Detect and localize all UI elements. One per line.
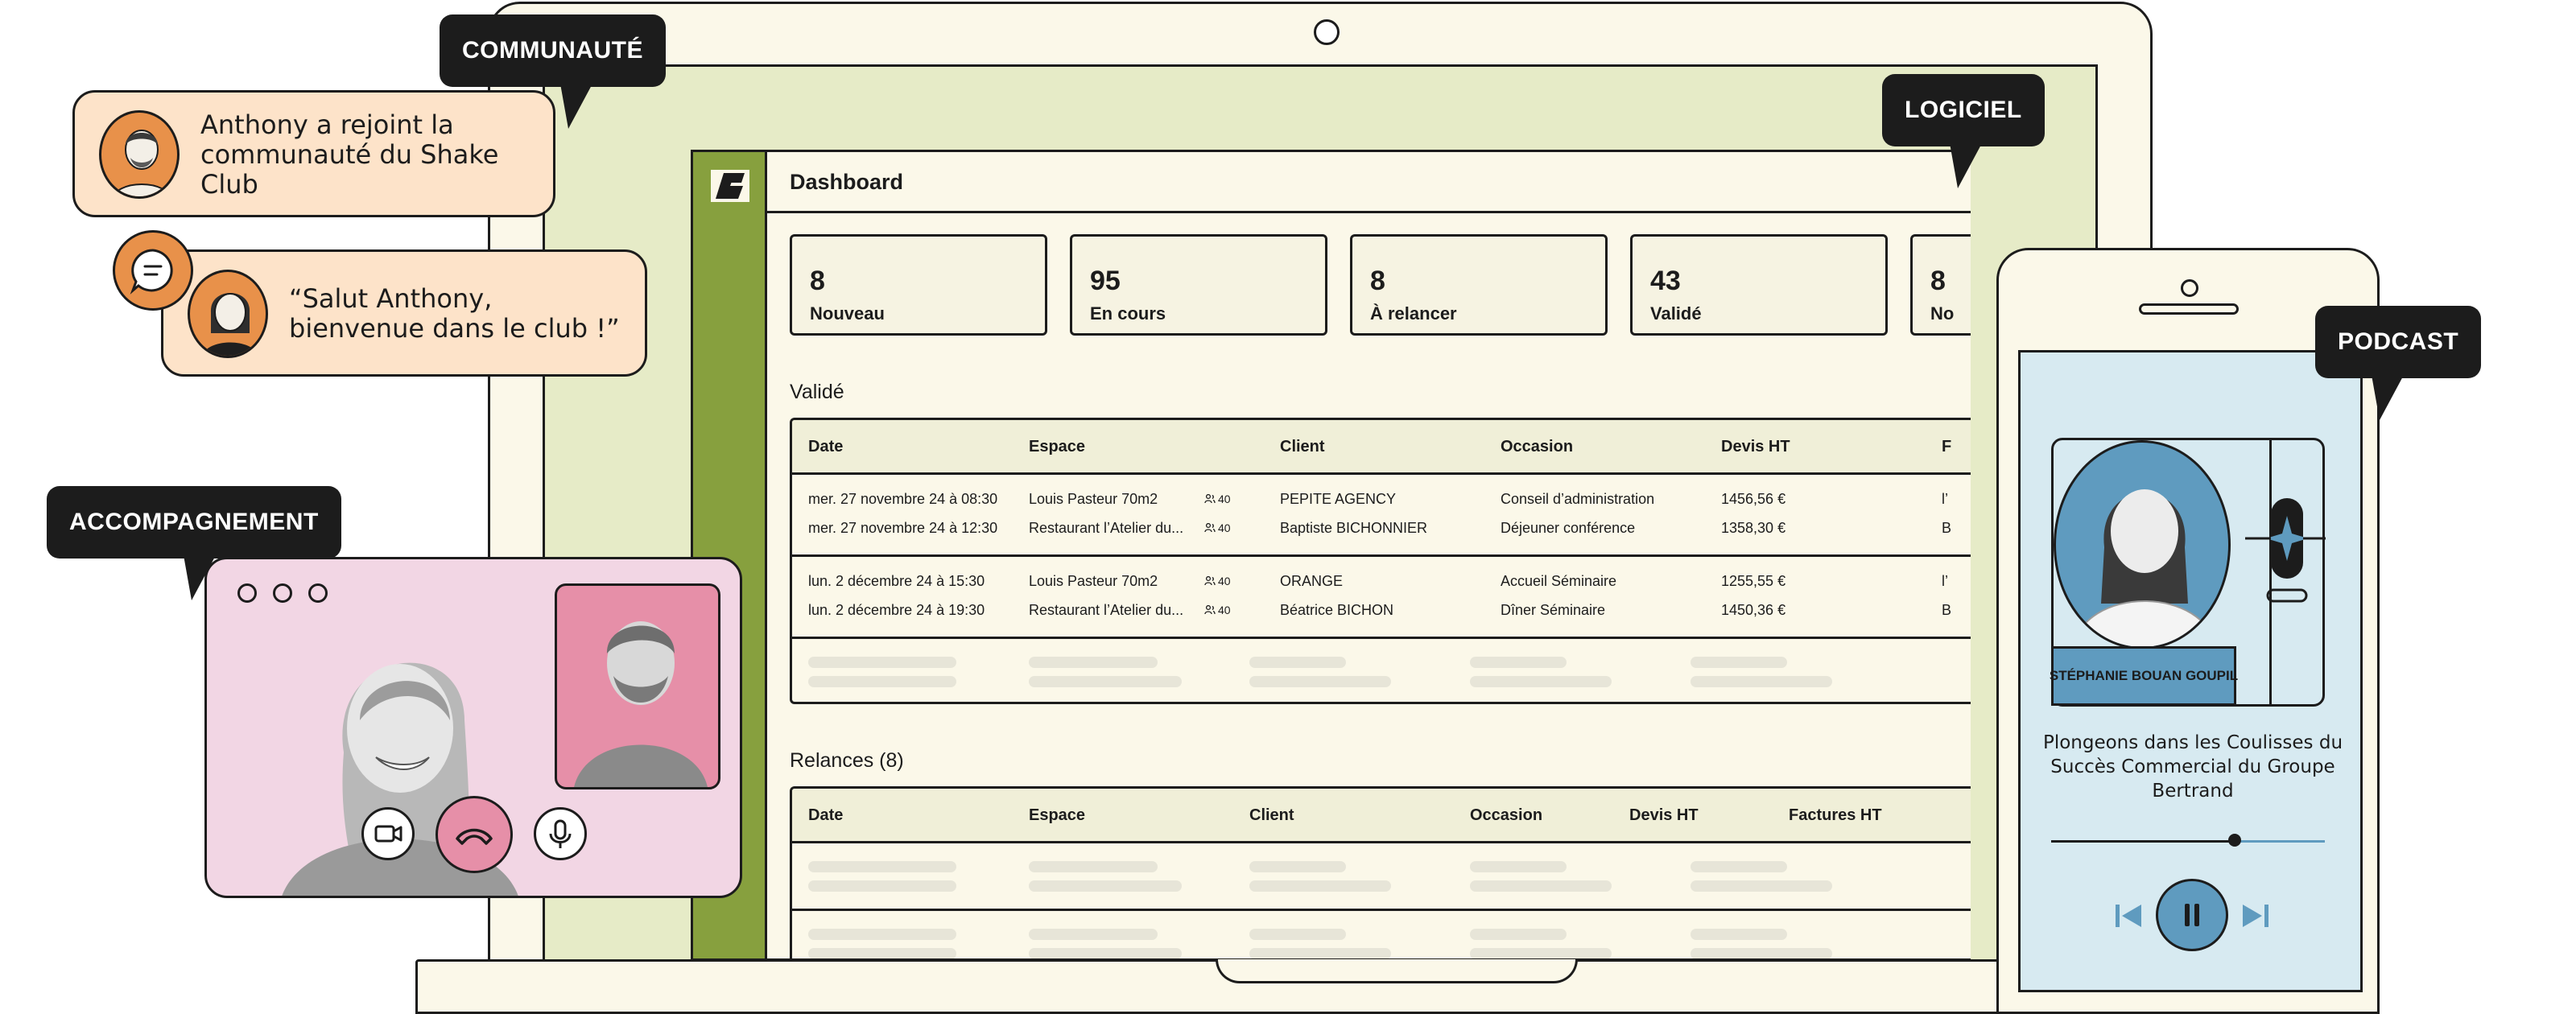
end-call-button[interactable] <box>436 796 513 873</box>
progress-knob[interactable] <box>2228 834 2241 847</box>
kpi-label: Nouveau <box>810 303 885 324</box>
progress-track[interactable] <box>2051 840 2325 843</box>
cell-client: Baptiste BICHONNIER <box>1280 520 1428 536</box>
cell-date: mer. 27 novembre 24 à 08:30 <box>808 491 998 507</box>
skeleton-line <box>1249 676 1391 687</box>
table-row-group[interactable] <box>792 557 1971 639</box>
community-join-notification[interactable] <box>72 90 555 217</box>
skeleton-line <box>1690 929 1787 940</box>
cell-date: lun. 2 décembre 24 à 15:30 <box>808 573 985 589</box>
cell-capacity <box>1204 575 1231 587</box>
skeleton-line <box>1470 657 1567 668</box>
skeleton-line <box>1029 676 1182 687</box>
kpi-value: 95 <box>1090 266 1121 296</box>
skeleton-line <box>1690 948 1832 959</box>
cell-partial: B <box>1942 520 1952 536</box>
skeleton-line <box>1249 948 1391 959</box>
skeleton-line <box>1470 948 1612 959</box>
kpi-value: 8 <box>1930 266 1946 296</box>
kpi-value: 43 <box>1650 266 1681 296</box>
tag-label: LOGICIEL <box>1905 97 2022 123</box>
kpi-label: Validé <box>1650 303 1702 324</box>
cell-date: lun. 2 décembre 24 à 19:30 <box>808 602 985 618</box>
cell-capacity <box>1204 493 1231 505</box>
community-message-text: “Salut Anthony, bienvenue dans le club !” <box>289 283 620 344</box>
kpi-card-nouveau[interactable] <box>790 234 1047 336</box>
window-dot-icon <box>237 583 257 603</box>
skip-back-icon <box>2112 900 2145 932</box>
kpi-label: En cours <box>1090 303 1166 324</box>
column-header-devis[interactable]: Devis HT <box>1629 806 1699 824</box>
cell-espace: Restaurant l’Atelier du... <box>1029 520 1184 536</box>
people-icon <box>1204 494 1216 504</box>
skeleton-line <box>1690 657 1787 668</box>
pause-icon <box>2158 881 2226 949</box>
community-welcome-message[interactable] <box>161 249 647 377</box>
tag-tail <box>1950 143 1982 192</box>
table-header <box>792 789 1971 843</box>
microphone-icon <box>536 810 584 858</box>
next-button[interactable] <box>2240 900 2272 932</box>
kpi-card-en-cours[interactable] <box>1070 234 1327 336</box>
cell-devis: 1358,30 € <box>1721 520 1786 536</box>
call-participant-woman <box>263 600 569 898</box>
skeleton-line <box>808 929 956 940</box>
cell-occasion: Dîner Séminaire <box>1501 602 1606 618</box>
skeleton-line <box>1470 880 1612 892</box>
kpi-card-partial[interactable] <box>1910 234 1971 336</box>
kpi-value: 8 <box>810 266 825 296</box>
capacity-value: 40 <box>1218 604 1231 616</box>
column-header-client[interactable]: Client <box>1280 438 1325 455</box>
skeleton-line <box>1249 929 1346 940</box>
skeleton-line <box>1029 657 1158 668</box>
cell-espace: Restaurant l’Atelier du... <box>1029 602 1184 618</box>
video-camera-icon <box>364 810 412 858</box>
phone-camera <box>2181 279 2198 297</box>
kpi-label: À relancer <box>1370 303 1457 324</box>
capacity-value: 40 <box>1218 493 1231 505</box>
skeleton-line <box>1690 861 1787 872</box>
skeleton-line <box>1249 880 1391 892</box>
skeleton-line <box>808 948 956 959</box>
kpi-card-a-relancer[interactable] <box>1350 234 1608 336</box>
people-icon <box>1204 523 1216 533</box>
skeleton-line <box>1470 861 1567 872</box>
section-title-relances: Relances (8) <box>790 749 904 772</box>
chat-bubble-icon <box>113 230 193 311</box>
call-participant-man <box>557 586 720 789</box>
cell-client: PEPITE AGENCY <box>1280 491 1397 507</box>
table-row-placeholder <box>792 639 1971 704</box>
tag-logiciel <box>1882 74 2045 146</box>
cell-capacity <box>1204 604 1231 616</box>
guest-portrait <box>2054 440 2231 649</box>
self-view-video[interactable] <box>555 583 720 789</box>
tag-tail <box>184 555 216 604</box>
skeleton-line <box>808 657 956 668</box>
tag-communaute <box>440 14 666 87</box>
cell-partial: B <box>1942 602 1952 618</box>
people-icon <box>1204 576 1216 586</box>
laptop-camera <box>1314 19 1340 45</box>
skeleton-line <box>1470 929 1567 940</box>
table-valide <box>790 418 1971 704</box>
capacity-value: 40 <box>1218 575 1231 587</box>
skeleton-line <box>1470 676 1612 687</box>
cell-occasion: Accueil Séminaire <box>1501 573 1617 589</box>
cell-devis: 1456,56 € <box>1721 491 1786 507</box>
microphone-sparkle-icon <box>2245 497 2326 609</box>
column-header-espace[interactable]: Espace <box>1029 806 1086 824</box>
skeleton-line <box>1690 676 1832 687</box>
laptop-trackpad-notch <box>1216 959 1578 983</box>
skeleton-line <box>1249 861 1346 872</box>
cell-devis: 1450,36 € <box>1721 602 1786 618</box>
column-header-client[interactable]: Client <box>1249 806 1294 824</box>
cell-capacity <box>1204 521 1231 534</box>
skeleton-line <box>1029 948 1182 959</box>
avatar-member <box>188 270 268 358</box>
people-icon <box>1204 605 1216 615</box>
cell-date: mer. 27 novembre 24 à 12:30 <box>808 520 998 536</box>
tag-accompagnement <box>47 486 341 559</box>
previous-button[interactable] <box>2112 900 2145 932</box>
cell-espace: Louis Pasteur 70m2 <box>1029 573 1158 589</box>
column-header-occasion[interactable]: Occasion <box>1470 806 1543 824</box>
cell-occasion: Déjeuner conférence <box>1501 520 1636 536</box>
cell-occasion: Conseil d’administration <box>1501 491 1655 507</box>
podcast-player-screen <box>2018 350 2363 992</box>
microphone-toggle-button[interactable] <box>534 807 587 860</box>
tag-tail <box>2372 375 2404 423</box>
skeleton-line <box>808 880 956 892</box>
tag-label: ACCOMPAGNEMENT <box>69 509 319 535</box>
skeleton-line <box>1029 861 1158 872</box>
kpi-card-valide[interactable] <box>1630 234 1888 336</box>
dashboard-app-window <box>691 150 1971 961</box>
phone-speaker <box>2139 303 2239 315</box>
tag-label: COMMUNAUTÉ <box>462 37 643 64</box>
kpi-label: No <box>1930 303 1955 324</box>
column-header-espace[interactable]: Espace <box>1029 438 1086 455</box>
column-header-date[interactable]: Date <box>808 438 844 455</box>
table-header <box>792 420 1971 475</box>
table-row-group[interactable] <box>792 475 1971 557</box>
tag-podcast <box>2315 306 2481 378</box>
skeleton-line <box>808 861 956 872</box>
progress-remaining <box>2235 840 2325 843</box>
cell-partial: l’ <box>1942 491 1948 507</box>
column-header-factures[interactable]: Factures HT <box>1789 806 1882 824</box>
episode-title: Plongeons dans les Coulisses du Succès Commercial du Groupe Bertrand <box>2042 732 2343 802</box>
cell-partial: l’ <box>1942 573 1948 589</box>
laptop-foot <box>415 995 2122 1014</box>
column-header-partial[interactable]: F <box>1942 438 1952 455</box>
pause-button[interactable] <box>2156 879 2228 951</box>
cell-espace: Louis Pasteur 70m2 <box>1029 491 1158 507</box>
table-row-placeholder <box>792 911 1971 961</box>
column-header-devis[interactable]: Devis HT <box>1721 438 1790 455</box>
kpi-value: 8 <box>1370 266 1385 296</box>
column-header-occasion[interactable]: Occasion <box>1501 438 1574 455</box>
app-header <box>767 152 1971 213</box>
avatar-anthony <box>99 110 180 199</box>
hang-up-icon <box>438 798 510 871</box>
skeleton-line <box>1690 880 1832 892</box>
cell-client: ORANGE <box>1280 573 1344 589</box>
table-row-placeholder <box>792 843 1971 911</box>
tag-tail <box>560 84 592 132</box>
brand-logo-icon[interactable] <box>711 170 749 202</box>
guest-name: STÉPHANIE BOUAN GOUPIL <box>2051 646 2236 706</box>
cell-devis: 1255,55 € <box>1721 573 1786 589</box>
cell-client: Béatrice BICHON <box>1280 602 1394 618</box>
skeleton-line <box>808 676 956 687</box>
community-notification-text: Anthony a rejoint la communauté du Shake Club <box>200 109 499 200</box>
column-header-date[interactable]: Date <box>808 806 844 824</box>
camera-toggle-button[interactable] <box>361 807 415 860</box>
podcast-cover <box>2051 438 2325 707</box>
skeleton-line <box>1249 657 1346 668</box>
skeleton-line <box>1029 880 1182 892</box>
skip-forward-icon <box>2240 900 2272 932</box>
tag-label: PODCAST <box>2338 328 2459 355</box>
video-call-window <box>204 557 742 898</box>
skeleton-line <box>1029 929 1158 940</box>
page-title: Dashboard <box>790 170 904 194</box>
table-relances <box>790 786 1971 961</box>
section-title-valide: Validé <box>790 381 844 403</box>
capacity-value: 40 <box>1218 521 1231 534</box>
